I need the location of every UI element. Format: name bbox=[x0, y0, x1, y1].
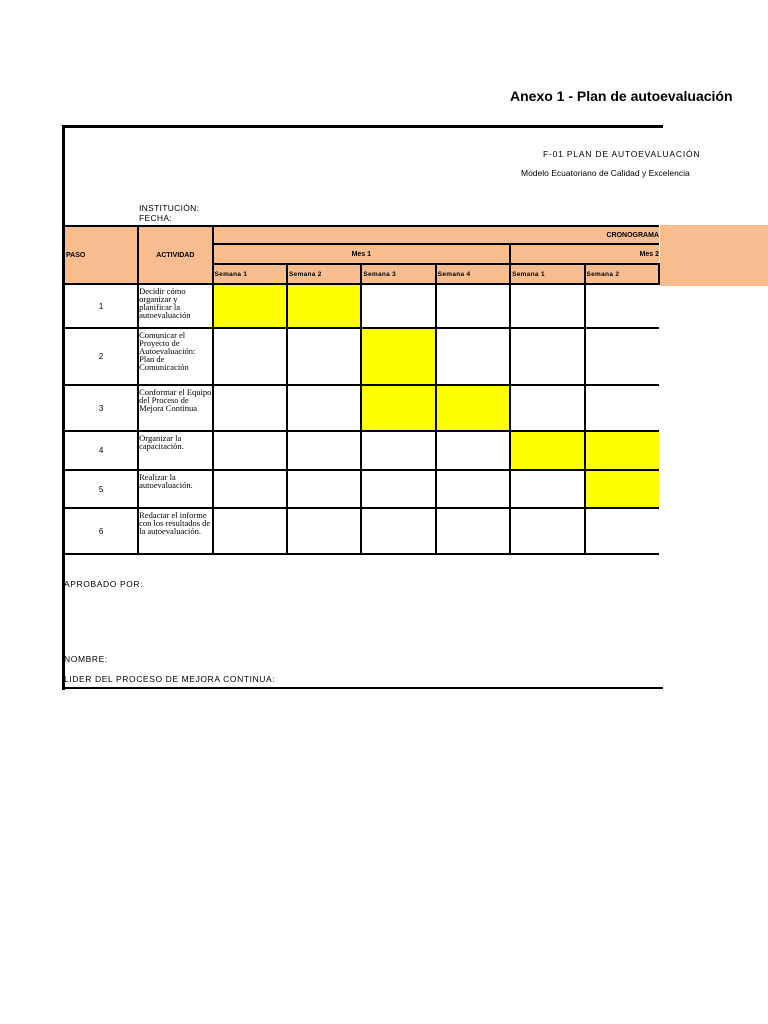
schedule-cell bbox=[585, 508, 660, 554]
schedule-cell bbox=[287, 470, 361, 508]
schedule-cell bbox=[436, 284, 510, 328]
header-cronograma: CRONOGRAMA bbox=[213, 226, 659, 244]
step-number: 2 bbox=[64, 328, 138, 385]
schedule-cell bbox=[213, 508, 287, 554]
schedule-cell bbox=[361, 431, 435, 470]
header-week-1: Semana 1 bbox=[213, 264, 287, 284]
schedule-cell bbox=[585, 328, 660, 385]
schedule-cell bbox=[510, 470, 584, 508]
schedule-cell bbox=[213, 431, 287, 470]
header-week-3: Semana 3 bbox=[361, 264, 435, 284]
table-row bbox=[64, 328, 659, 385]
quality-model: Modelo Ecuatoriano de Calidad y Excelencia bbox=[521, 168, 690, 178]
schedule-cell bbox=[585, 385, 660, 431]
table-row bbox=[64, 508, 659, 554]
schedule-cell bbox=[510, 385, 584, 431]
header-week-2: Semana 2 bbox=[287, 264, 361, 284]
header-week-4: Semana 4 bbox=[436, 264, 510, 284]
activity-text: Conformar el Equipo del Proceso de Mejora Continua bbox=[138, 385, 212, 431]
scheduled-week-cell bbox=[585, 431, 660, 470]
scheduled-week-cell bbox=[436, 385, 510, 431]
header-week-5: Semana 1 bbox=[510, 264, 584, 284]
header-fill-overflow bbox=[660, 225, 768, 286]
schedule-cell bbox=[361, 284, 435, 328]
scheduled-week-cell bbox=[361, 328, 435, 385]
table-row bbox=[64, 431, 659, 470]
header-month-1: Mes 1 bbox=[213, 244, 511, 264]
step-number: 1 bbox=[64, 284, 138, 328]
header-paso: PASO bbox=[64, 226, 138, 284]
schedule-cell bbox=[436, 328, 510, 385]
schedule-table bbox=[63, 225, 660, 555]
schedule-cell bbox=[436, 470, 510, 508]
step-number: 6 bbox=[64, 508, 138, 554]
activity-text: Redactar el informe con los resultados de la autoevaluación. bbox=[138, 508, 212, 554]
scheduled-week-cell bbox=[213, 284, 287, 328]
schedule-cell bbox=[436, 431, 510, 470]
date-label: FECHA: bbox=[139, 213, 172, 223]
activity-text: Decidir cómo organizar y planificar la autoevaluación bbox=[138, 284, 212, 328]
schedule-cell bbox=[436, 508, 510, 554]
header-month-2: Mes 2 bbox=[510, 244, 659, 264]
schedule-cell bbox=[213, 385, 287, 431]
scheduled-week-cell bbox=[287, 284, 361, 328]
step-number: 5 bbox=[64, 470, 138, 508]
schedule-cell bbox=[585, 284, 660, 328]
institution-label: INSTITUCIÓN: bbox=[139, 203, 200, 213]
schedule-cell bbox=[361, 508, 435, 554]
schedule-cell bbox=[361, 470, 435, 508]
step-number: 3 bbox=[64, 385, 138, 431]
step-number: 4 bbox=[64, 431, 138, 470]
schedule-cell bbox=[287, 508, 361, 554]
schedule-cell bbox=[510, 508, 584, 554]
schedule-cell bbox=[287, 385, 361, 431]
activity-text: Comunicar el Proyecto de Autoevaluación: Plan de Comunicación bbox=[138, 328, 212, 385]
activity-text: Organizar la capacitación. bbox=[138, 431, 212, 470]
schedule-cell bbox=[287, 431, 361, 470]
approved-by-label: APROBADO POR: bbox=[64, 579, 144, 589]
schedule-cell bbox=[213, 470, 287, 508]
table-row bbox=[64, 470, 659, 508]
table-row bbox=[64, 385, 659, 431]
top-border bbox=[63, 125, 663, 128]
activity-text: Realizar la autoevaluación. bbox=[138, 470, 212, 508]
header-actividad: ACTIVIDAD bbox=[138, 226, 212, 284]
schedule-cell bbox=[287, 328, 361, 385]
scheduled-week-cell bbox=[585, 470, 660, 508]
schedule-cell bbox=[510, 284, 584, 328]
leader-label: LIDER DEL PROCESO DE MEJORA CONTINUA: bbox=[64, 674, 276, 684]
name-label: NOMBRE: bbox=[64, 654, 108, 664]
scheduled-week-cell bbox=[510, 431, 584, 470]
document-title: Anexo 1 - Plan de autoevaluación bbox=[510, 88, 733, 104]
header-week-6: Semana 2 bbox=[585, 264, 660, 284]
bottom-border bbox=[63, 687, 663, 689]
schedule-cell bbox=[510, 328, 584, 385]
form-code: F-01 PLAN DE AUTOEVALUACIÓN bbox=[543, 149, 701, 159]
scheduled-week-cell bbox=[361, 385, 435, 431]
table-row bbox=[64, 284, 659, 328]
schedule-cell bbox=[213, 328, 287, 385]
